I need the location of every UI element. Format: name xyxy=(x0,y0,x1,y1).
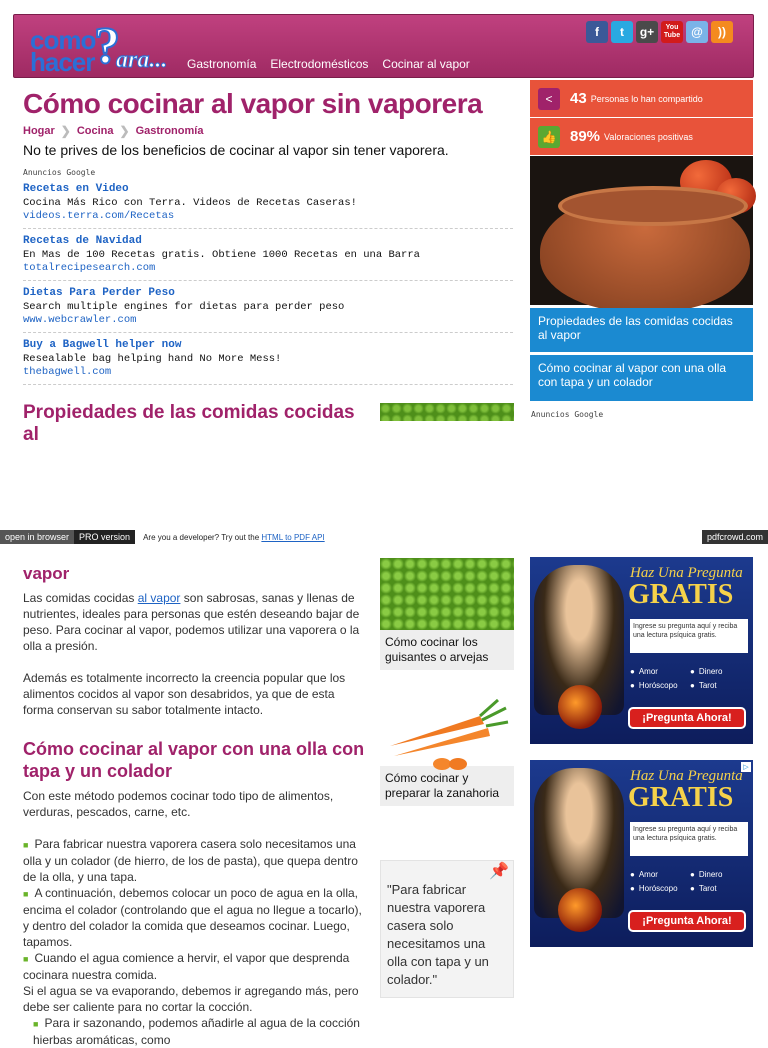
rating-value: 89% xyxy=(570,128,601,145)
youtube-icon[interactable]: You Tube xyxy=(661,21,683,43)
crystal-ball-image xyxy=(558,888,602,932)
banner-headline: Haz Una Pregunta xyxy=(630,768,743,784)
option-dinero[interactable]: ● Dinero xyxy=(690,870,750,879)
section-heading-propiedades: Propiedades de las comidas cocidas al xyxy=(23,402,355,445)
carrot-image xyxy=(380,694,514,766)
list-item xyxy=(23,950,368,983)
ad-url[interactable]: thebagwell.com xyxy=(23,366,112,378)
google-ads-block xyxy=(23,168,513,385)
nav-gastronomia[interactable]: Gastronomía xyxy=(187,57,257,71)
nav-electrodomesticos[interactable]: Electrodomésticos xyxy=(270,57,369,71)
logo-word-como: como xyxy=(30,25,96,55)
pull-quote xyxy=(380,860,514,998)
bullet-icon: ■ xyxy=(23,889,29,899)
ad-description: En Mas de 100 Recetas gratis. Obtiene 1000 Recetas en una Barra xyxy=(23,249,420,261)
breadcrumb-cocina[interactable]: Cocina xyxy=(76,125,114,137)
ad-title[interactable]: Recetas en Video xyxy=(23,183,129,195)
banner-options xyxy=(630,667,750,690)
ads-label[interactable]: Anuncios Google xyxy=(23,168,96,177)
pull-quote-text: "Para fabricar nuestra vaporera casera solo necesitamos una olla con tapa y un colador." xyxy=(387,882,489,987)
pro-version-button[interactable]: PRO version xyxy=(74,530,135,544)
list-item-text: A continuación, debemos colocar un poco de agua en la olla, encima el colador (controlando que el agua no llegue a tocarlo), y dentro del colador la comida que deseamos cocinar. Luego, tapamos. xyxy=(23,886,362,949)
carrot-icon xyxy=(380,694,514,784)
pregunta-ahora-button[interactable]: ¡Pregunta Ahora! xyxy=(628,910,746,932)
rating-stat[interactable] xyxy=(530,118,753,155)
email-icon[interactable]: @ xyxy=(686,21,708,43)
option-tarot[interactable]: ● Tarot xyxy=(690,884,750,893)
article-intro: No te prives de los beneficios de cocinar al vapor sin tener vaporera. xyxy=(23,142,449,158)
pregunta-ahora-button[interactable]: ¡Pregunta Ahora! xyxy=(628,707,746,729)
banner-headline: Haz Una Pregunta xyxy=(630,565,743,581)
section-heading-propiedades-cont: vapor xyxy=(23,564,70,583)
ad-item xyxy=(23,333,513,385)
thumbs-up-icon: 👍 xyxy=(538,126,560,148)
option-horoscopo[interactable]: ● Horóscopo xyxy=(630,681,690,690)
paragraph-1 xyxy=(23,590,368,654)
logo-question-mark: ? xyxy=(94,18,120,75)
paragraph-5 xyxy=(23,1015,368,1048)
bullet-icon: ■ xyxy=(23,954,29,964)
banner-question-box[interactable]: Ingrese su pregunta aquí y reciba una lectura psíquica gratis. xyxy=(630,619,748,653)
breadcrumb-hogar[interactable]: Hogar xyxy=(23,125,55,137)
pin-icon: 📌 xyxy=(489,863,509,880)
facebook-icon[interactable]: f xyxy=(586,21,608,43)
option-amor[interactable]: ● Amor xyxy=(630,870,690,879)
sidebar-related-link-2[interactable]: Cómo cocinar al vapor con una olla con tapa y un colador xyxy=(530,355,753,401)
peas-image-top xyxy=(380,403,514,421)
bullet-list xyxy=(23,836,368,1048)
related-card-zanahoria[interactable] xyxy=(380,694,514,806)
list-item xyxy=(23,836,368,885)
ad-url[interactable]: videos.terra.com/Recetas xyxy=(23,210,175,222)
ad-item xyxy=(23,281,513,333)
paragraph-1-end: son sabrosas, sanas y llenas de nutrientes, ideales para personas que estén deseando bajar de peso. Para cocinar al vapor, podemos utilizar una vaporera o la olla a presión. xyxy=(23,591,360,653)
related-card-caption: Cómo cocinar y preparar la zanahoria xyxy=(385,771,500,800)
share-count: 43 xyxy=(570,90,587,107)
ad-title[interactable]: Buy a Bagwell helper now xyxy=(23,339,182,351)
section-heading-olla-colador: Cómo cocinar al vapor con una olla con tapa y un colador xyxy=(23,739,365,781)
logo-word-hacer: hacer xyxy=(30,47,95,77)
rss-icon[interactable]: )) xyxy=(711,21,733,43)
social-links xyxy=(586,21,733,43)
share-icon: < xyxy=(538,88,560,110)
share-label: Personas lo han compartido xyxy=(590,93,703,104)
ad-description: Resealable bag helping hand No More Mess! xyxy=(23,353,282,365)
option-tarot[interactable]: ● Tarot xyxy=(690,681,750,690)
pdfcrowd-message xyxy=(143,533,325,542)
psychic-ad-banner-2[interactable] xyxy=(530,760,753,947)
al-vapor-link[interactable]: al vapor xyxy=(137,591,181,605)
option-horoscopo[interactable]: ● Horóscopo xyxy=(630,884,690,893)
main-nav xyxy=(187,57,470,71)
bullet-icon: ■ xyxy=(23,840,29,850)
related-card-guisantes[interactable] xyxy=(380,558,514,670)
ad-description: Search multiple engines for dietas para perder peso xyxy=(23,301,345,313)
steaming-pot-image xyxy=(530,156,753,305)
breadcrumb-gastronomia[interactable]: Gastronomía xyxy=(135,125,204,137)
open-in-browser-button[interactable]: open in browser xyxy=(0,530,74,544)
site-header xyxy=(13,14,754,78)
banner-big-text: GRATIS xyxy=(628,782,734,813)
bullet-icon: ■ xyxy=(33,1019,39,1029)
banner-big-text: GRATIS xyxy=(628,579,734,610)
paragraph-4: Si el agua se va evaporando, debemos ir agregando más, pero debe ser caliente para no cortar la cocción. xyxy=(23,984,359,1014)
sidebar-ads-label[interactable]: Anuncios Google xyxy=(531,410,604,419)
pdfcrowd-brand-link[interactable]: pdfcrowd.com xyxy=(702,530,768,544)
ad-url[interactable]: www.webcrawler.com xyxy=(23,314,137,326)
twitter-icon[interactable]: t xyxy=(611,21,633,43)
logo-word-para: ara... xyxy=(116,47,168,73)
list-item-text: Para fabricar nuestra vaporera casera solo necesitamos una olla y un colador (de hierro, de los de pasta), que quepa dentro de la olla, y una tapa. xyxy=(23,837,358,884)
nav-cocinar-al-vapor[interactable]: Cocinar al vapor xyxy=(382,57,470,71)
ad-url[interactable]: totalrecipesearch.com xyxy=(23,262,156,274)
list-item xyxy=(23,885,368,950)
googleplus-icon[interactable]: g+ xyxy=(636,21,658,43)
list-item-text: Cuando el agua comience a hervir, el vapor que desprenda cocinara nuestra comida. xyxy=(23,951,350,982)
pdfcrowd-message-text: Are you a developer? Try out the xyxy=(143,532,262,542)
option-dinero[interactable]: ● Dinero xyxy=(690,667,750,676)
banner-question-box[interactable]: Ingrese su pregunta aquí y reciba una lectura psíquica gratis. xyxy=(630,822,748,856)
ad-item xyxy=(23,229,513,281)
rating-label: Valoraciones positivas xyxy=(604,131,693,142)
clay-pot-rim-shape xyxy=(558,186,748,226)
paragraph-5-text: Para ir sazonando, podemos añadirle al agua de la cocción hierbas aromáticas, como xyxy=(33,1016,360,1047)
psychic-ad-banner-1[interactable] xyxy=(530,557,753,744)
ad-description: Cocina Más Rico con Terra. Videos de Recetas Caseras! xyxy=(23,197,357,209)
option-amor[interactable]: ● Amor xyxy=(630,667,690,676)
paragraph-3: Con este método podemos cocinar todo tipo de alimentos, verduras, pescados, carne, etc. xyxy=(23,789,334,819)
paragraph-2: Además es totalmente incorrecto la creencia popular que los alimentos cocidos al vapor son desabridos, ya que de esta forma conservan su sabor totalmente intacto. xyxy=(23,671,346,717)
banner-options xyxy=(630,870,750,893)
related-card-caption: Cómo cocinar los guisantes o arvejas xyxy=(385,635,489,664)
adchoices-icon[interactable]: ▷ xyxy=(741,762,751,772)
share-stat[interactable] xyxy=(530,80,753,117)
page-title: Cómo cocinar al vapor sin vaporera xyxy=(23,88,483,119)
site-logo[interactable] xyxy=(28,18,188,77)
breadcrumb-separator-icon: ❯ xyxy=(60,124,71,138)
peas-image xyxy=(380,558,514,630)
sidebar-related-link-1[interactable]: Propiedades de las comidas cocidas al vapor xyxy=(530,308,753,352)
pdfcrowd-bar xyxy=(0,530,768,544)
paragraph-1-start: Las comidas cocidas xyxy=(23,591,138,605)
breadcrumb-separator-icon: ❯ xyxy=(119,124,130,138)
html-to-pdf-link[interactable]: HTML to PDF API xyxy=(261,532,325,542)
ad-title[interactable]: Dietas Para Perder Peso xyxy=(23,287,175,299)
ad-title[interactable]: Recetas de Navidad xyxy=(23,235,142,247)
breadcrumb xyxy=(23,124,203,138)
crystal-ball-image xyxy=(558,685,602,729)
ad-item xyxy=(23,177,513,229)
